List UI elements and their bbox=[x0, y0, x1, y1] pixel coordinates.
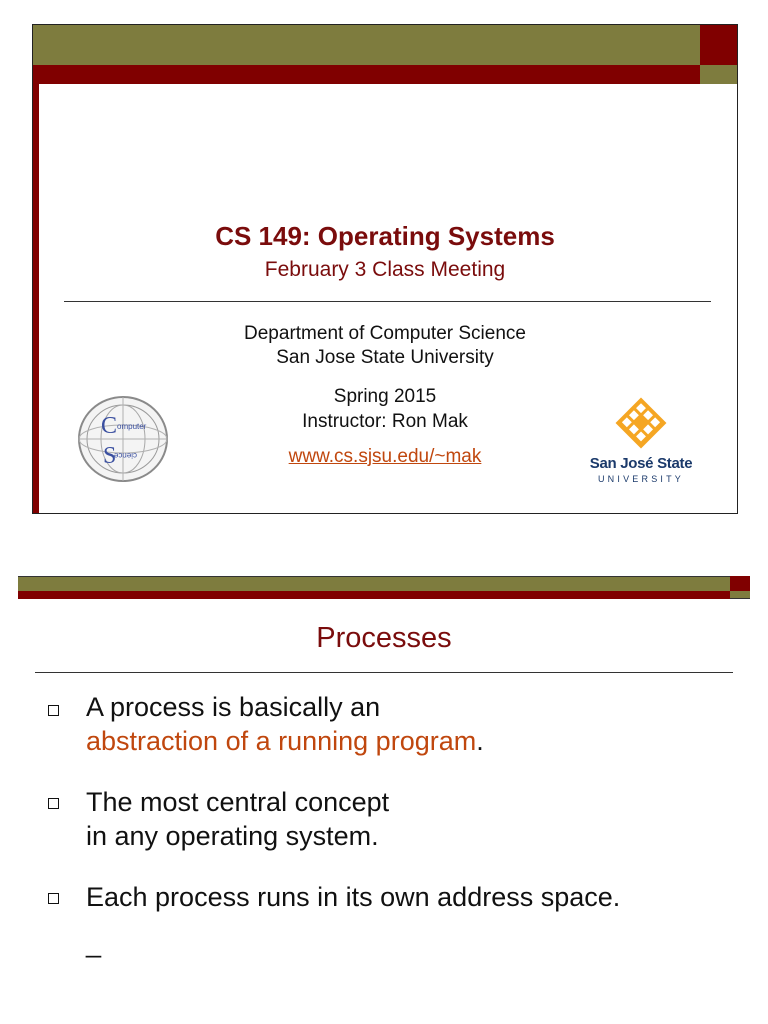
course-url-link[interactable]: www.cs.sjsu.edu/~mak bbox=[288, 446, 482, 467]
bullet-item-1 bbox=[86, 690, 484, 758]
bullet-square-icon bbox=[48, 798, 59, 809]
bullet-item-3 bbox=[86, 880, 620, 914]
bullet-1-suffix: . bbox=[476, 726, 484, 756]
svg-text:S: S bbox=[103, 443, 117, 469]
university-text: San Jose State University bbox=[276, 347, 494, 368]
instructor-text: Instructor: Ron Mak bbox=[302, 411, 468, 432]
bullet-2-line1: The most central concept bbox=[86, 787, 390, 817]
slide2-title: Processes bbox=[316, 622, 452, 654]
title-slide bbox=[32, 24, 738, 514]
slide2-header-olive-band bbox=[18, 576, 730, 591]
svg-text:cience: cience bbox=[113, 451, 137, 460]
slide2-header-olive-corner bbox=[730, 591, 750, 599]
slide-title: CS 149: Operating Systems bbox=[215, 221, 555, 251]
slide2-header-maroon-band bbox=[18, 591, 730, 599]
bullet-square-icon bbox=[48, 893, 59, 904]
term-text: Spring 2015 bbox=[333, 386, 437, 407]
bullet-1-highlight: abstraction of a running program bbox=[86, 726, 477, 756]
bullet-1-line2 bbox=[86, 724, 484, 758]
department-text: Department of Computer Science bbox=[244, 323, 526, 344]
computer-science-seal-icon bbox=[73, 393, 173, 485]
slide2-divider bbox=[35, 672, 733, 673]
bullet-square-icon bbox=[48, 705, 59, 716]
divider bbox=[64, 301, 711, 302]
bullet-1-line1: A process is basically an bbox=[86, 692, 381, 722]
svg-text:C: C bbox=[101, 413, 118, 439]
header-maroon-corner bbox=[700, 25, 737, 65]
header-olive-band bbox=[33, 25, 700, 65]
sjsu-logo-subtitle: UNIVERSITY bbox=[597, 474, 684, 484]
svg-text:omputer: omputer bbox=[117, 422, 147, 431]
slide-subtitle: February 3 Class Meeting bbox=[264, 258, 506, 281]
header-maroon-band bbox=[33, 65, 700, 84]
bullet-3-line1: Each process runs in its own address space. bbox=[86, 882, 621, 912]
sjsu-logo-name: San José State bbox=[589, 455, 693, 472]
slide2-header-maroon-corner bbox=[730, 576, 750, 591]
header-olive-corner bbox=[700, 65, 737, 84]
trailing-dash: _ bbox=[86, 928, 102, 958]
bullet-item-2 bbox=[86, 785, 389, 853]
bullet-2-line2: in any operating system. bbox=[86, 821, 379, 851]
